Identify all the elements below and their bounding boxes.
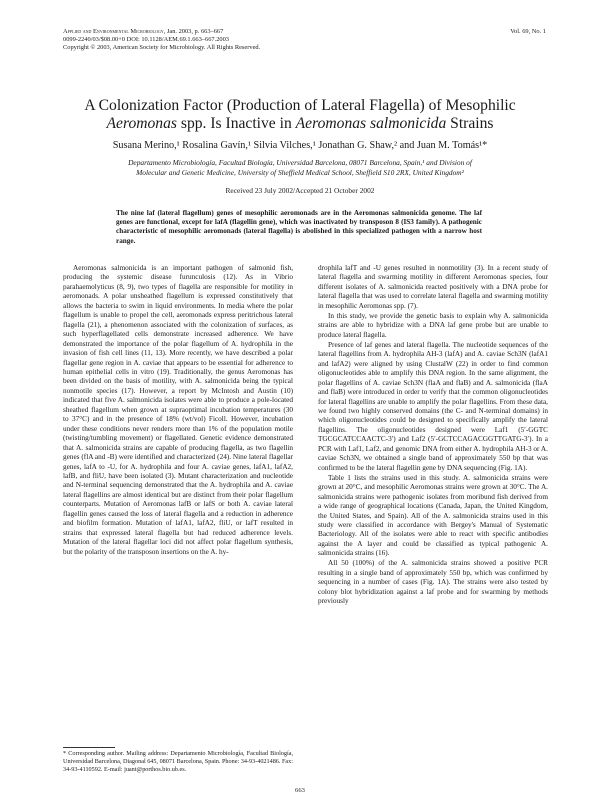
volume-issue: Vol. 69, No. 1 <box>510 28 546 35</box>
affiliations <box>50 158 550 177</box>
title-middle: spp. Is Inactive in <box>176 115 296 132</box>
paragraph: All 50 (100%) of the A. salmonicida strains showed a positive PCR resulting in a single band of approximately 550 bp, which was confirmed by sequencing in a number of cases (Fig. 1A). The strains were also tested by colony blot hybridization against a laf probe and for swarming by methods previously <box>318 559 548 606</box>
body-column-right <box>318 264 548 786</box>
received-dates: Received 23 July 2002/Accepted 21 October 2002 <box>225 186 375 195</box>
doi-line: 0099-2240/03/$08.00+0 DOI: 10.1128/AEM.69.1.663–667.2003 <box>63 36 229 44</box>
journal-name: Applied and Environmental Microbiology <box>63 28 164 35</box>
article-title <box>40 97 560 133</box>
title-species: Aeromonas salmonicida <box>295 115 447 132</box>
author-list: Susana Merino,¹ Rosalina Gavín,¹ Silvia Vilches,¹ Jonathan G. Shaw,² and Juan M. Tomás¹* <box>112 140 488 151</box>
page-number: 663 <box>295 787 305 794</box>
paragraph: In this study, we provide the genetic basis to explain why A. salmonicida strains are able to hybridize with a DNA laf gene probe but are unable to produce lateral flagella. <box>318 311 548 339</box>
running-head-left <box>63 28 443 53</box>
title-line-2 <box>40 115 560 133</box>
paragraph-presence-of-laf-genes: Presence of laf genes and lateral flagella. The nucleotide sequences of the lateral flagellins from A. hydrophila AH-3 (lafA) and A. caviae Sch3N (lafA1 and lafA2) were aligned by using ClustalW (22) in order to find common oligonucleotides able to amplify this DNA region. In the same alignment, the polar flagellins of A. caviae Sch3N (flaA and flaB) and A. salmonicida (flaA and flaB) were introduced in order to verify that the common oligonucleotides for lateral flagellins are unable to amplify the polar flagellins. From these data, we found two highly conserved domains (the C- and N-terminal domains) in which oligonucleotides could be designed to specifically amplify the lateral flagellins. The oligonucleotides designed were Laf1 (5′-GGTC TGCGCATCCAACTC-3′) and Laf2 (5′-GCTCCAGACGGTTGATG-3′). In a PCR with Laf1, Laf2, and genomic DNA from either A. hydrophila AH-3 or A. caviae Sch3N, we obtained a single band of approximately 550 bp that was confirmed to be the lateral flagellin gene by DNA sequencing (Fig. 1A). <box>318 340 548 472</box>
paragraph: Aeromonas salmonicida is an important pathogen of salmonid fish, producing the systemic disease furunculosis (12). As in Vibrio parahaemolyticus (8, 9), two types of flagella are responsible for motility in aeromonads. A polar unsheathed flagellum is expressed constitutively that allows the bacteria to swim in liquid environments. In media where the polar flagellum is unable to propel the cell, aeromonads express peritrichous lateral flagella (21), a phenomenon associated with the colonization of surfaces, as such hyperflagellated cells demonstrate increased adherence. We have demonstrated the importance of the polar flagellum of A. hydrophila in the invasion of fish cell lines (11, 13). More recently, we have described a polar flagellar gene region in A. caviae that appears to be essential for adherence to human epithelial cells in vitro (19). Traditionally, the genus Aeromonas has been divided on the basis of motility, with A. salmonicida being the typical nonmotile species (17). However, a report by McIntosh and Austin (10) indicated that five A. salmonicida isolates were able to produce a pole-located sheathed flagellum when grown at supraoptimal incubation temperatures (30 to 37°C) and in the presence of 18% (wt/vol) Ficoll. However, incubation under these conditions never renders more than 1% of the population motile (twisting/tumbling movement) or flagellated. Genetic evidence demonstrated that A. salmonicida strains are capable of producing flagella, as two flagellin genes (flA and -B) were identified and characterized (24). Nine lateral flagellar genes, lafA to -U, for A. hydrophila and four A. caviae genes, lafA1, lafA2, lafB, and fliU, have been isolated (3). Mutant characterization and nucleotide and N-terminal sequencing demonstrated that the A. hydrophila and A. caviae lateral flagellins are almost identical but are distinct from their polar flagellum counterparts. Mutation of Aeromonas lafB or lafS or both A. caviae lateral flagellin genes caused the loss of lateral flagella and a reduction in adherence and biofilm formation. Mutation of lafA1, lafA2, fliU, or lafT resulted in strains that expressed lateral flagella but had reduced adherence levels. Mutation of the lateral flagellar loci did not affect polar flagellum synthesis, but the polarity of the transposon insertions on the A. hy- <box>63 264 293 556</box>
paragraph: drophila lafT and -U genes resulted in nonmotility (3). In a recent study of lateral flagella and swarming motility in different Aeromonas species, four different isolates of A. salmonicida reacted positively with a DNA probe for lateral flagella that was used to correlate lateral flagella and swarming motility in mesophilic Aeromonas spp. (7). <box>318 264 548 310</box>
affiliation-line-2: Molecular and Genetic Medicine, University of Sheffield Medical School, Sheffield S10 2RX, United Kingdom² <box>136 167 464 177</box>
title-genus: Aeromonas <box>106 115 177 132</box>
affiliation-line-1: Departamento Microbiología, Facultad Biología, Universidad Barcelona, 08071 Barcelona, Spain,¹ and Division of <box>128 158 472 167</box>
title-line-1: A Colonization Factor (Production of Lateral Flagella) of Mesophilic <box>84 97 516 114</box>
corresponding-author-footnote: * Corresponding author. Mailing address: Departamento Microbiología, Facultad Biología, Universidad Barcelona, Diagonal 645, 08071 Barcelona, Spain. Phone: 34-93-4021486. Fax: 34-93-4110592. E-mail: juant@porthos.bio.ub.es. <box>63 750 293 773</box>
paragraph: Table 1 lists the strains used in this study. A. salmonicida strains were grown at 20°C, and mesophilic Aeromonas strains were grown at 30°C. The A. salmonicida strains were pathogenic isolates from moribund fish derived from a wide range of geographical locations (Canada, Japan, the United Kingdom, the United States, and Spain). All of the A. salmonicida strains used in this study were classified in accordance with Bergey's Manual of Systematic Bacteriology. All of the isolates were able to react with specific antibodies against the A layer and could be classified as typical pathogenic A. salmonicida strains (16). <box>318 473 548 558</box>
copyright-line: Copyright © 2003, American Society for Microbiology. All Rights Reserved. <box>63 44 261 52</box>
issue-pages: , Jan. 2003, p. 663–667 <box>163 28 224 35</box>
title-end: Strains <box>446 115 494 132</box>
body-column-left <box>63 264 293 694</box>
abstract: The nine laf (lateral flagellum) genes of mesophilic aeromonads are in the Aeromonas salmonicida genome. The laf genes are functional, except for lafA (flagellin gene), which was inactivated by transposon 8 (IS3 family). A pathogenic characteristic of mesophilic aeromonads (lateral flagella) is abolished in this specialized pathogen with a narrow host range. <box>116 209 482 245</box>
footnote-rule <box>63 747 115 748</box>
